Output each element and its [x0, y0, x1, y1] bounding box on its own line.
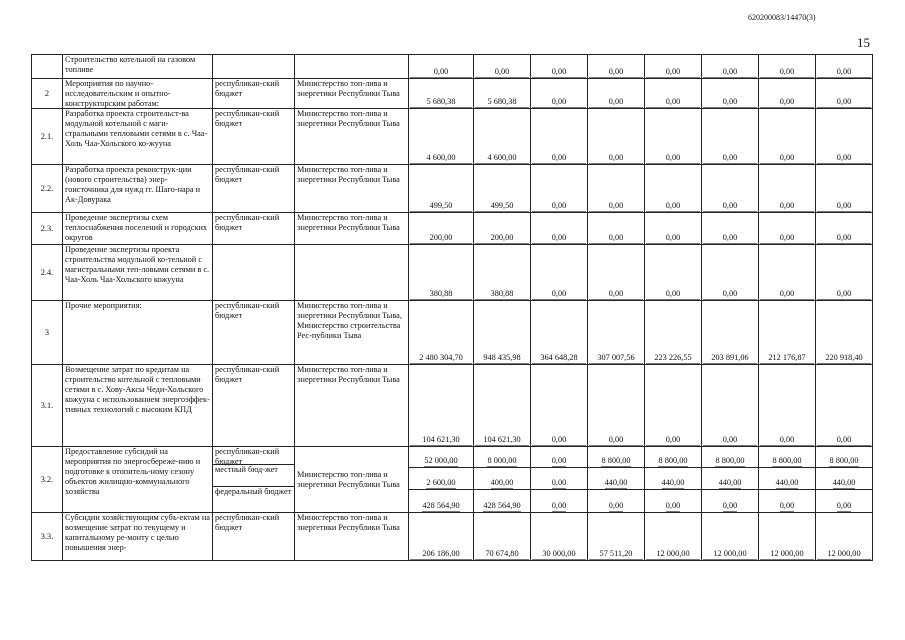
value-cell	[588, 165, 645, 213]
row-name: Прочие мероприятия:	[63, 301, 213, 365]
table-row	[32, 55, 873, 79]
value: 380,88	[475, 289, 529, 300]
value: 2 480 304,70	[410, 353, 472, 364]
value: 8 000,00	[487, 456, 517, 466]
value: 440,00	[775, 478, 799, 488]
value-cell	[816, 245, 873, 301]
value-cell	[816, 513, 873, 561]
value-cell	[816, 301, 873, 365]
row-number: 3	[32, 301, 63, 365]
value-cell	[759, 165, 816, 213]
value-cell	[816, 365, 873, 447]
value: 440,00	[832, 478, 856, 488]
row-executor: Министерство топ-лива и энергетики Республики Тыва	[295, 79, 409, 109]
value: 0,00	[551, 478, 567, 488]
value: 206 186,00	[410, 549, 472, 560]
row-number: 3.2.	[32, 447, 63, 513]
value: 0,00	[817, 435, 871, 446]
value: 380,88	[410, 289, 472, 300]
value-cell	[531, 513, 588, 561]
value: 220 918,40	[817, 353, 871, 364]
value-cell	[588, 513, 645, 561]
value-cell	[816, 55, 873, 79]
value: 70 674,80	[475, 549, 529, 560]
row-number	[32, 55, 63, 79]
value: 0,00	[722, 501, 738, 511]
value-cell	[645, 165, 702, 213]
value: 4 600,00	[410, 153, 472, 164]
value-cell	[816, 213, 873, 245]
value: 0,00	[646, 97, 700, 108]
row-name: Разработка проекта строительст-ва модульной котельной с маги-стральными тепловыми сетями в с. Чаа-Холь Чаа-Хольского ко-жууна	[63, 109, 213, 165]
value-cell	[588, 301, 645, 365]
value: 0,00	[589, 153, 643, 164]
value: 0,00	[589, 67, 643, 78]
value-cell	[588, 213, 645, 245]
value-cell	[474, 79, 531, 109]
row-number: 2.3.	[32, 213, 63, 245]
value: 0,00	[703, 289, 757, 300]
row-name: Мероприятия по научно-исследовательским и опытно-конструкторским работам:	[63, 79, 213, 109]
value: 0,00	[703, 201, 757, 212]
table-row	[32, 165, 873, 213]
value: 0,00	[760, 153, 814, 164]
row-source	[213, 245, 295, 301]
row-executor: Министерство топ-лива и энергетики Республики Тыва	[295, 365, 409, 447]
value: 0,00	[532, 289, 586, 300]
row-number: 3.3.	[32, 513, 63, 561]
value: 0,00	[589, 97, 643, 108]
value-cell	[759, 365, 816, 447]
row-executor: Министерство топ-лива и энергетики Республики Тыва	[295, 447, 409, 513]
row-number: 2.2.	[32, 165, 63, 213]
row-source	[213, 447, 295, 513]
value-cell	[645, 513, 702, 561]
value: 428 564,90	[483, 501, 521, 511]
value-cell	[474, 109, 531, 165]
value: 0,00	[532, 201, 586, 212]
value-cell	[531, 109, 588, 165]
value-cell	[759, 513, 816, 561]
value: 0,00	[817, 67, 871, 78]
value: 8 800,00	[772, 456, 802, 466]
value: 0,00	[760, 435, 814, 446]
value-cell	[474, 447, 531, 513]
value-cell	[409, 365, 474, 447]
value: 8 800,00	[658, 456, 688, 466]
row-source-part: федеральный бюджет	[215, 487, 292, 497]
value: 0,00	[703, 435, 757, 446]
value: 0,00	[760, 233, 814, 244]
value: 30 000,00	[532, 549, 586, 560]
value: 0,00	[646, 201, 700, 212]
value: 0,00	[532, 97, 586, 108]
value: 0,00	[475, 67, 529, 78]
table-row	[32, 301, 873, 365]
value-cell	[702, 245, 759, 301]
value: 223 226,55	[646, 353, 700, 364]
value: 200,00	[410, 233, 472, 244]
value: 2 600,00	[426, 478, 456, 488]
value-cell	[816, 109, 873, 165]
row-name: Строительство котельной на газовом топливе	[63, 55, 213, 79]
page-number: 15	[857, 35, 870, 50]
value-cell	[409, 55, 474, 79]
row-source-part: республикан-ский бюджет	[213, 447, 294, 465]
value: 440,00	[661, 478, 685, 488]
row-name: Разработка проекта реконструк-ции (нового строительства) энер-гоисточника для нужд гг. Шаго-нара и Ак-Довурака	[63, 165, 213, 213]
row-executor: Министерство топ-лива и энергетики Республики Тыва	[295, 513, 409, 561]
value-cell	[531, 213, 588, 245]
value: 0,00	[589, 289, 643, 300]
value: 104 621,30	[475, 435, 529, 446]
value-cell	[816, 447, 873, 513]
value: 307 007,56	[589, 353, 643, 364]
value: 0,00	[410, 67, 472, 78]
value: 212 176,87	[760, 353, 814, 364]
value-cell	[645, 245, 702, 301]
budget-table	[31, 54, 873, 561]
value: 0,00	[760, 67, 814, 78]
row-name: Субсидии хозяйствующим субъ-ектам на возмещение затрат по текущему и капитальному ре-монту с целью повышения энер-	[63, 513, 213, 561]
value-cell	[588, 109, 645, 165]
table-row	[32, 365, 873, 447]
value-cell	[588, 79, 645, 109]
value: 12 000,00	[760, 549, 814, 560]
value: 0,00	[817, 289, 871, 300]
value-cell	[702, 165, 759, 213]
value: 0,00	[817, 97, 871, 108]
row-name: Проведение экспертизы проекта строительства модульной ко-тельной с магистральными теп-ловыми сетями в с. Чаа-Холь Чаа-Хольского кожууна	[63, 245, 213, 301]
value-cell	[645, 447, 702, 513]
table-row	[32, 245, 873, 301]
row-number: 2.1.	[32, 109, 63, 165]
value: 0,00	[589, 201, 643, 212]
row-name: Проведение экспертизы схем теплоснабжения поселений и городских округов	[63, 213, 213, 245]
value: 8 800,00	[829, 456, 859, 466]
value-cell	[702, 301, 759, 365]
row-source: республикан-ский бюджет	[213, 79, 295, 109]
value: 5 680,38	[410, 97, 472, 108]
value: 948 435,98	[475, 353, 529, 364]
row-source: республикан-ский бюджет	[213, 213, 295, 245]
value-cell	[474, 55, 531, 79]
value: 0,00	[703, 153, 757, 164]
value-cell	[409, 245, 474, 301]
value: 0,00	[532, 435, 586, 446]
row-number: 2	[32, 79, 63, 109]
value-cell	[702, 365, 759, 447]
value: 200,00	[475, 233, 529, 244]
value-cell	[702, 447, 759, 513]
value-cell	[702, 79, 759, 109]
value: 0,00	[836, 501, 852, 511]
value: 203 891,06	[703, 353, 757, 364]
value-cell	[645, 109, 702, 165]
value: 400,00	[490, 478, 514, 488]
row-executor: Министерство топ-лива и энергетики Республики Тыва	[295, 165, 409, 213]
row-source: республикан-ский бюджет	[213, 165, 295, 213]
value: 57 511,20	[589, 549, 643, 560]
value: 0,00	[532, 67, 586, 78]
document-number: 620200083/14470(3)	[748, 13, 816, 22]
value: 0,00	[817, 153, 871, 164]
value-cell	[531, 447, 588, 513]
value-cell	[759, 79, 816, 109]
value-cell	[409, 165, 474, 213]
value: 0,00	[703, 233, 757, 244]
value-cell	[702, 213, 759, 245]
value: 0,00	[646, 233, 700, 244]
value-cell	[759, 245, 816, 301]
value: 0,00	[646, 67, 700, 78]
value: 0,00	[703, 97, 757, 108]
value-cell	[588, 245, 645, 301]
value: 52 000,00	[424, 456, 458, 466]
value-cell	[759, 213, 816, 245]
value: 0,00	[551, 456, 567, 466]
value-cell	[474, 301, 531, 365]
value-cell	[816, 79, 873, 109]
row-executor: Министерство топ-лива и энергетики Республики Тыва	[295, 213, 409, 245]
value: 0,00	[646, 289, 700, 300]
value: 5 680,38	[475, 97, 529, 108]
value-cell	[645, 55, 702, 79]
table-row	[32, 109, 873, 165]
value-cell	[531, 165, 588, 213]
value-cell	[816, 165, 873, 213]
value: 12 000,00	[817, 549, 871, 560]
value: 428 564,90	[422, 501, 460, 511]
value: 440,00	[604, 478, 628, 488]
value: 440,00	[718, 478, 742, 488]
value-cell	[409, 301, 474, 365]
value-cell	[531, 55, 588, 79]
row-source	[213, 55, 295, 79]
value: 4 600,00	[475, 153, 529, 164]
row-source: республикан-ский бюджет	[213, 301, 295, 365]
value: 104 621,30	[410, 435, 472, 446]
value-cell	[759, 109, 816, 165]
value: 0,00	[646, 435, 700, 446]
row-source-part: местный бюд-жет	[213, 465, 294, 487]
value-cell	[645, 301, 702, 365]
value-cell	[474, 165, 531, 213]
value: 0,00	[703, 67, 757, 78]
table-row	[32, 513, 873, 561]
value: 0,00	[551, 501, 567, 511]
row-number: 3.1.	[32, 365, 63, 447]
value-cell	[531, 365, 588, 447]
value: 0,00	[532, 153, 586, 164]
value-cell	[645, 213, 702, 245]
value: 8 800,00	[601, 456, 631, 466]
value: 0,00	[817, 201, 871, 212]
value: 0,00	[532, 233, 586, 244]
value-cell	[588, 55, 645, 79]
row-executor: Министерство топ-лива и энергетики Республики Тыва, Министерство строительства Рес-публики Тыва	[295, 301, 409, 365]
value-cell	[409, 447, 474, 513]
value: 499,50	[410, 201, 472, 212]
row-name: Возмещение затрат по кредитам на строительство котельной с тепловыми сетями в с. Хову-Аксы Чеди-Хольского кожууна с использованием энергоэффек-тивных технологий с высоким КПД	[63, 365, 213, 447]
value-cell	[702, 55, 759, 79]
value: 0,00	[589, 233, 643, 244]
row-executor	[295, 55, 409, 79]
value-cell	[702, 513, 759, 561]
value: 12 000,00	[703, 549, 757, 560]
value: 0,00	[779, 501, 795, 511]
value-cell	[474, 213, 531, 245]
value: 0,00	[646, 153, 700, 164]
table-row	[32, 447, 873, 513]
value-cell	[702, 109, 759, 165]
row-source: республикан-ский бюджет	[213, 365, 295, 447]
value-cell	[759, 55, 816, 79]
row-source: республикан-ский бюджет	[213, 109, 295, 165]
value-cell	[474, 513, 531, 561]
value-cell	[409, 213, 474, 245]
value-cell	[409, 109, 474, 165]
value-cell	[588, 365, 645, 447]
value-cell	[474, 245, 531, 301]
value-cell	[588, 447, 645, 513]
value-cell	[409, 513, 474, 561]
value-cell	[759, 301, 816, 365]
value-cell	[474, 365, 531, 447]
value: 0,00	[665, 501, 681, 511]
value-cell	[645, 79, 702, 109]
value: 0,00	[817, 233, 871, 244]
row-executor	[295, 245, 409, 301]
value-cell	[759, 447, 816, 513]
value-cell	[645, 365, 702, 447]
value: 8 800,00	[715, 456, 745, 466]
value-cell	[531, 79, 588, 109]
row-source: республикан-ский бюджет	[213, 513, 295, 561]
value: 0,00	[760, 201, 814, 212]
value-cell	[409, 79, 474, 109]
value: 0,00	[760, 97, 814, 108]
value-cell	[531, 245, 588, 301]
value: 0,00	[608, 501, 624, 511]
value: 364 648,28	[532, 353, 586, 364]
row-executor: Министерство топ-лива и энергетики Республики Тыва	[295, 109, 409, 165]
value-cell	[531, 301, 588, 365]
table-row	[32, 79, 873, 109]
table-row	[32, 213, 873, 245]
value: 0,00	[760, 289, 814, 300]
row-number: 2.4.	[32, 245, 63, 301]
value: 0,00	[589, 435, 643, 446]
value: 499,50	[475, 201, 529, 212]
row-name: Предоставление субсидий на мероприятия по энергосбереже-нию и подготовке к отопитель-ному сезону объектов жилищно-коммунального хозяйства	[63, 447, 213, 513]
value: 12 000,00	[646, 549, 700, 560]
